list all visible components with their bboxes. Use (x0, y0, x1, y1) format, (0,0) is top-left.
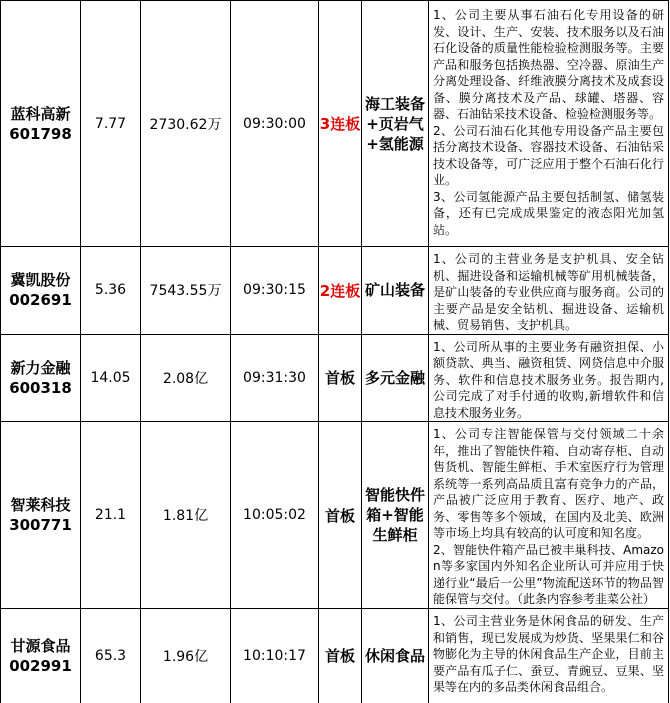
sector-cell: 休闲食品 (362, 609, 429, 703)
table-row (1, 609, 669, 703)
amount-cell: 1.81亿 (141, 422, 231, 609)
amount-cell: 2730.62万 (141, 1, 231, 247)
description-cell: 1、公司主要从事石油石化专用设备的研发、设计、生产、安装、技术服务以及石油石化设备的质量性能检验检测服务等。主要产品和服务包括换热器、空冷器、原油生产分离处理设备、纤维液膜分离技术及成套设备、膜分离技术及产品、球罐、塔器、容器、石油钻采技术设备、检验检测服务等。 2、公司石油石化其他专用设备产品主要包括分离技术设备、容器技术设备、石油钻采技术设备等，可广泛应用于整个石油石化行业。 3、公司氢能源产品主要包括制氢、储氢装备，还有已完成成果鉴定的液态阳光加氢站。 (429, 1, 669, 247)
time-cell: 09:30:00 (231, 1, 319, 247)
description-cell: 1、公司主营业务是休闲食品的研发、生产和销售，现已发展成为炒货、坚果果仁和谷物膨化为主导的休闲食品生产企业，目前主要产品有瓜子仁、蚕豆、青豌豆、豆果、坚果等在内的多品类休闲食品组合。 (429, 609, 669, 703)
sector-cell: 多元金融 (362, 334, 429, 422)
price-cell: 5.36 (81, 247, 141, 335)
board-cell: 首板 (319, 334, 362, 422)
sector-cell: 海工装备 +页岩气 +氢能源 (362, 1, 429, 247)
stock-name-cell: 冀凯股份 002691 (1, 247, 81, 335)
board-cell: 首板 (319, 609, 362, 703)
sector-cell: 智能快件 箱+智能 生鲜柜 (362, 422, 429, 609)
description-cell: 1、公司所从事的主要业务有融资担保、小额贷款、典当、融资租赁、网贷信息中介服务、软件和信息技术服务业务。报告期内,公司完成了对手付通的收购,新增软件和信息技术服务业务。 (429, 334, 669, 422)
price-cell: 7.77 (81, 1, 141, 247)
stock-name-cell: 智莱科技 300771 (1, 422, 81, 609)
amount-cell: 2.08亿 (141, 334, 231, 422)
table-row (1, 334, 669, 422)
time-cell: 09:31:30 (231, 334, 319, 422)
amount-cell: 1.96亿 (141, 609, 231, 703)
board-cell: 3连板 (319, 1, 362, 247)
time-cell: 10:05:02 (231, 422, 319, 609)
description-cell: 1、公司的主营业务是支护机具、安全钻机、掘进设备和运输机械等矿用机械装备，是矿山装备的专业供应商与服务商。公司的主要产品是安全钻机、掘进设备、运输机械、贸易销售、支护机具。 (429, 247, 669, 335)
description-cell: 1、公司专注智能保管与交付领域二十余年，推出了智能快件箱、自动寄存柜、自动售货机、智能生鲜柜、手术室医疗行为管理系统等一系列高品质且富有竞争力的产品，产品被广泛应用于教育、医疗、地产、政务、零售等多个领域，在国内及北美、欧洲等市场上均具有较高的认可度和知名度。 2、智能快件箱产品已被丰巢科技、Amazon等多家国内外知名企业所认可并应用于快递行业“最后一公里”物流配送环节的物品智能保管与交付。（此条内容参考韭菜公社） (429, 422, 669, 609)
stock-name-cell: 甘源食品 002991 (1, 609, 81, 703)
stock-name-cell: 蓝科高新 601798 (1, 1, 81, 247)
stock-name-cell: 新力金融 600318 (1, 334, 81, 422)
time-cell: 09:30:15 (231, 247, 319, 335)
price-cell: 14.05 (81, 334, 141, 422)
amount-cell: 7543.55万 (141, 247, 231, 335)
board-cell: 2连板 (319, 247, 362, 335)
price-cell: 65.3 (81, 609, 141, 703)
price-cell: 21.1 (81, 422, 141, 609)
sector-cell: 矿山装备 (362, 247, 429, 335)
table-row (1, 1, 669, 247)
table-row (1, 422, 669, 609)
time-cell: 10:10:17 (231, 609, 319, 703)
table-row (1, 247, 669, 335)
board-cell: 首板 (319, 422, 362, 609)
